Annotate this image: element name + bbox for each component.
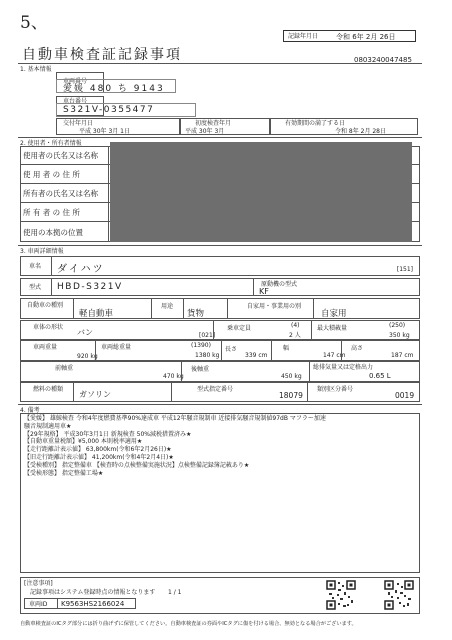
owner-name-label: 所有者の氏名又は名称 bbox=[23, 189, 98, 198]
notes-text: 記録事項はシステム登録時点の情報となります bbox=[30, 589, 156, 596]
remark-line: 【走行距離計表示値】 63,800km(令和6年2月26日)★ bbox=[24, 446, 172, 454]
chassis-label-cell: 車台番号 bbox=[56, 96, 104, 116]
footer-note: 自動車検査証のICタグ部分には折り曲げずに保管してください。自動車検査証の券面やICタグに傷を付ける場合、無効となる場合がございます。 bbox=[20, 621, 357, 627]
document-number: 0803240047485 bbox=[354, 56, 412, 64]
remark-line: 【受検形態】 指定整備工場★ bbox=[24, 469, 104, 477]
axle-row: 前軸重 470 kg 後軸重 450 kg 総排気量又は定格出力 0.65 L bbox=[20, 361, 420, 382]
expiry-cell: 有効期間の満了する日 令和 8年 2月 28日 bbox=[270, 118, 418, 135]
qr-code-icon bbox=[326, 580, 356, 610]
displacement: 0.65 L bbox=[369, 372, 391, 380]
registration-number: 愛媛 480 ち 9143 bbox=[63, 84, 165, 94]
section4-title: 4. 備考 bbox=[20, 407, 40, 414]
rear-axle-weight: 450 kg bbox=[281, 373, 302, 380]
user-name-label: 使用者の氏名又は名称 bbox=[23, 151, 98, 160]
max-load-value: 350 kg bbox=[389, 332, 410, 339]
remark-line: 【愛媛】 雄鯨検査 令和4年度燃費基準90%達成車 平成12年騒音規制車 近接排気騒音規制値97dB マフラー加速 bbox=[24, 415, 326, 422]
height: 187 cm bbox=[391, 352, 414, 359]
kind-row: 自動車の種別 軽自動車 用途 貨物 自家用・事業用の別 自家用 bbox=[20, 298, 420, 319]
remark-line: 【受検種別】 指定整備車 【検査時の点検整備実施状況】点検整備記録簿記載あり★ bbox=[24, 461, 250, 469]
remark-line: 【自動車重量税額】¥5,000 本則税率適用★ bbox=[24, 438, 143, 446]
width: 147 cm bbox=[323, 352, 346, 359]
page-indicator: 1 / 1 bbox=[168, 589, 182, 596]
expiry-date: 令和 8年 2月 28日 bbox=[335, 128, 386, 135]
owner-address-label: 所 有 者 の 住 所 bbox=[23, 208, 80, 217]
class-number: 0019 bbox=[395, 391, 415, 400]
chassis-number: S321V-0355477 bbox=[63, 105, 155, 115]
capacity-value: 2 人 bbox=[289, 332, 301, 339]
first-registration: 平成 30年 3月 bbox=[185, 128, 225, 135]
base-location-label: 使用の本拠の位置 bbox=[23, 228, 83, 237]
page-title: 自動車検査証記録事項 bbox=[22, 47, 182, 63]
gross-weight: 1380 kg bbox=[195, 352, 220, 359]
first-reg-cell: 初度検査年月 平成 30年 3月 bbox=[180, 118, 270, 135]
body-shape-code: [021] bbox=[199, 332, 216, 339]
weight-row: 車両重量 920 kg 車両総重量 (1390) 1380 kg 長さ 339 cm 幅 147 cm 高さ 187 cm bbox=[20, 340, 420, 361]
reg-value-cell bbox=[56, 79, 176, 93]
redacted-personal-info bbox=[110, 142, 412, 242]
vehicle-use: 貨物 bbox=[187, 309, 205, 319]
fuel-type: ガソリン bbox=[79, 390, 111, 399]
remarks-lines bbox=[24, 415, 416, 477]
model-code: HBD-S321V bbox=[57, 282, 123, 292]
front-axle-weight: 470 kg bbox=[163, 373, 184, 380]
fuel-row: 燃料の種類 ガソリン 型式指定番号 18079 類別区分番号 0019 bbox=[20, 382, 420, 402]
body-shape: バン bbox=[77, 328, 93, 337]
record-date-label: 記録年月日 bbox=[288, 33, 319, 40]
vehicle-id: K9563HS2166024 bbox=[61, 600, 125, 608]
length: 339 cm bbox=[245, 352, 268, 359]
issue-date: 平成 30年 3月 1日 bbox=[79, 128, 130, 135]
qr-code-icon bbox=[384, 580, 414, 610]
issue-date-cell: 交付年月日 平成 30年 3月 1日 bbox=[56, 118, 180, 135]
record-date-value: 令和 6年 2月 26日 bbox=[336, 33, 396, 41]
remark-line: 【旧走行距離計表示値】 41,200km(令和4年2月4日)★ bbox=[24, 453, 174, 461]
notes-label: [注意事項] bbox=[24, 580, 53, 587]
type-designation-number: 18079 bbox=[279, 391, 303, 400]
handwritten-mark: 5、 bbox=[20, 13, 48, 33]
section2-title: 2. 使用者・所有者情報 bbox=[20, 140, 82, 147]
user-address-label: 使 用 者 の 住 所 bbox=[23, 170, 80, 179]
engine-model: KF bbox=[259, 287, 269, 296]
maker-row: 車名 ダイハツ [151] bbox=[20, 256, 420, 276]
shape-row: 車体の形状 バン [021] 乗車定員 (4) 2 人 最大積載量 (250) 350 kg bbox=[20, 320, 420, 340]
section3-title: 3. 車両詳細情報 bbox=[20, 248, 64, 255]
vehicle-purpose: 自家用 bbox=[321, 309, 347, 319]
reg-label-cell: 車両番号 bbox=[56, 72, 104, 93]
model-row: 型式 HBD-S321V 原動機の型式 KF bbox=[20, 278, 420, 296]
record-date-box bbox=[283, 30, 416, 42]
chassis-value-cell bbox=[56, 103, 196, 117]
remark-line: 騒音規制適用車★ bbox=[24, 422, 72, 430]
maker-code: [151] bbox=[396, 266, 413, 273]
gross-weight-paren: (1390) bbox=[191, 342, 211, 349]
vehicle-weight: 920 kg bbox=[77, 353, 98, 360]
capacity-paren: (4) bbox=[291, 322, 300, 329]
section1-title: 1. 基本情報 bbox=[20, 66, 52, 73]
remark-line: 【29年規格】 平成30年3月1日 新規検査 50%減税措置済み★ bbox=[24, 430, 192, 438]
maker-name: ダイハツ bbox=[57, 264, 105, 275]
vehicle-kind: 軽自動車 bbox=[79, 309, 114, 319]
vehicle-id-box: 車両ID K9563HS2166024 bbox=[24, 598, 136, 609]
max-load-paren: (250) bbox=[389, 322, 406, 329]
